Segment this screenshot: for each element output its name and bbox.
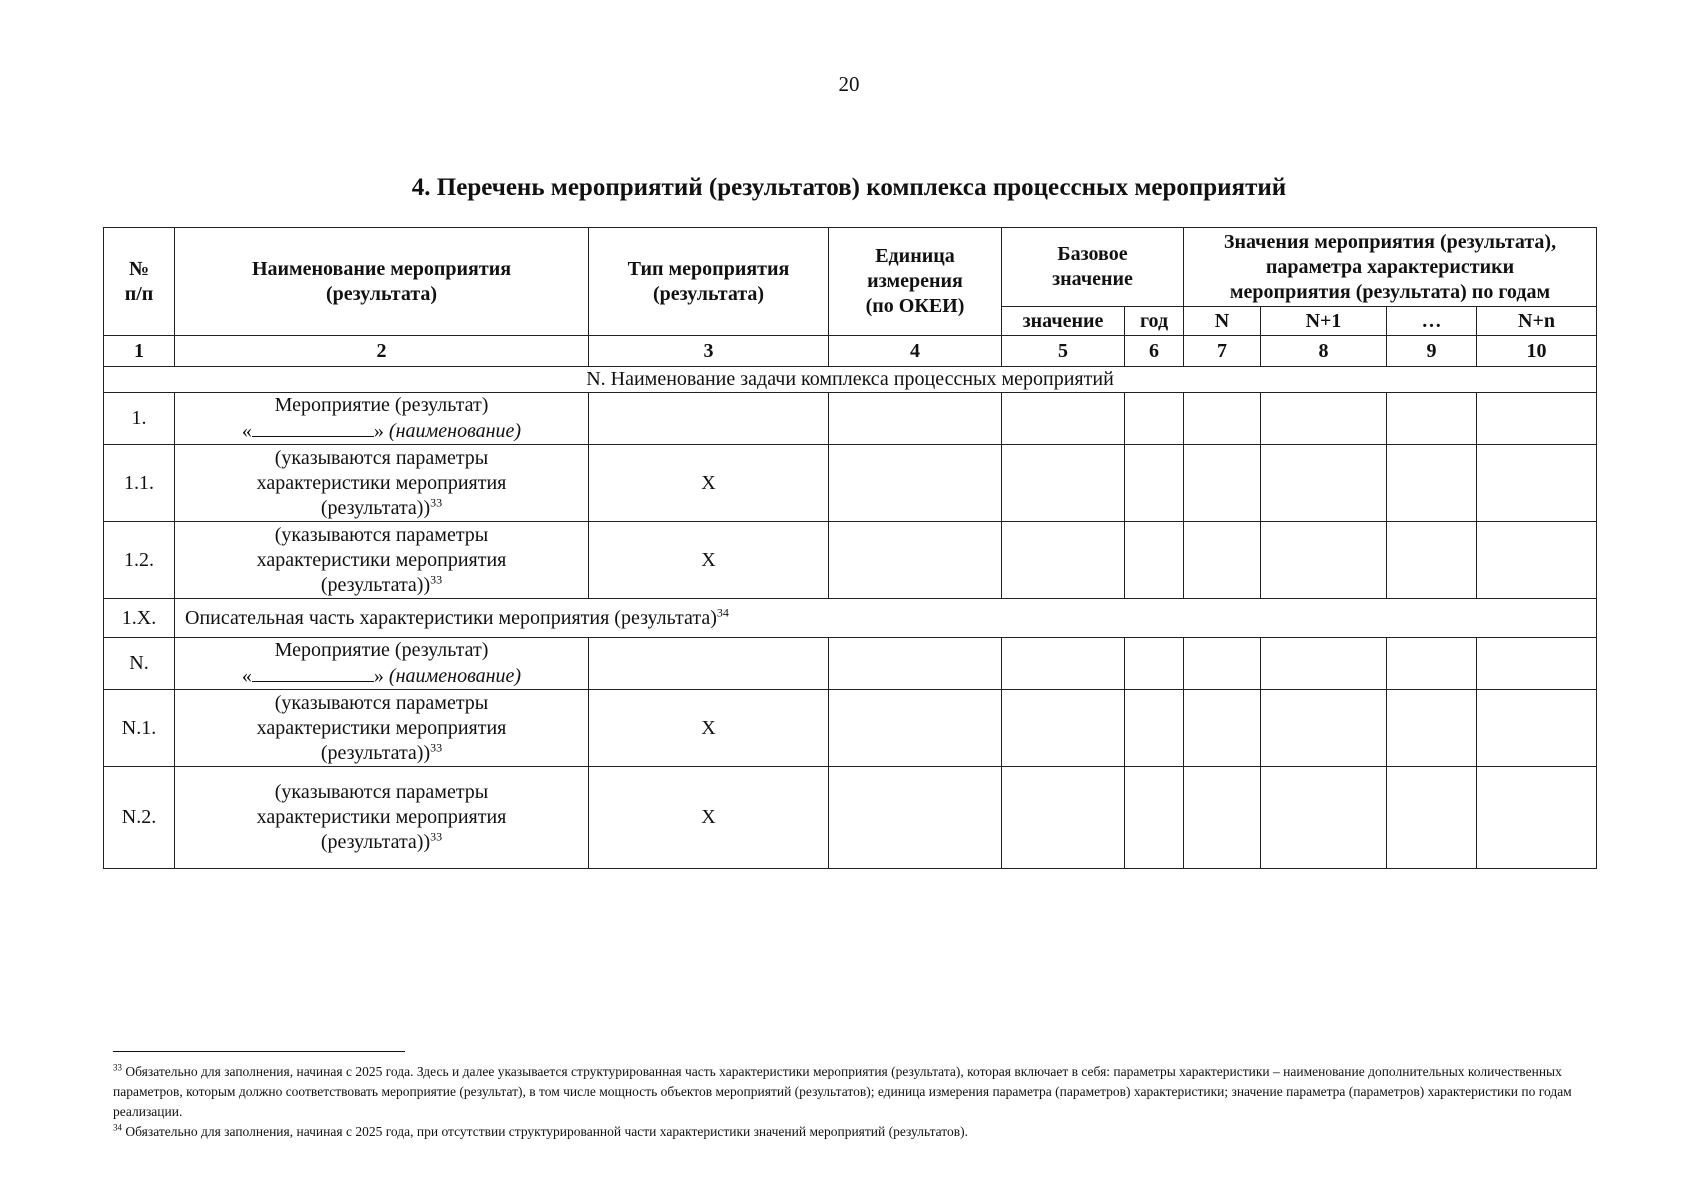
parameter-cell: (указываются параметры характеристики мероприятия (результата))$^{33}$ — [175, 767, 589, 869]
empty-cell — [1002, 393, 1125, 445]
empty-cell — [1387, 638, 1477, 690]
column-number: 7 — [1184, 336, 1261, 367]
empty-cell — [1002, 767, 1125, 869]
column-number: 1 — [104, 336, 175, 367]
table-row — [104, 393, 1597, 445]
footnote-ref: 33 — [430, 494, 443, 509]
empty-cell — [1261, 767, 1387, 869]
header-base: Базовое значение — [1002, 228, 1184, 307]
column-number: 2 — [175, 336, 589, 367]
parameter-cell: (указываются параметры характеристики мероприятия (результата))$^{33}$ — [175, 445, 589, 522]
footnote-ref: 33 — [430, 571, 443, 586]
footnote — [113, 1122, 1593, 1142]
empty-cell — [829, 445, 1002, 522]
footnote — [113, 1062, 1593, 1122]
header-year-n: N — [1184, 307, 1261, 336]
header-name: Наименование мероприятия (результата) — [175, 228, 589, 336]
empty-cell — [1477, 393, 1597, 445]
row-number: N.1. — [104, 690, 175, 767]
empty-cell — [1002, 690, 1125, 767]
event-type-cell — [589, 638, 829, 690]
table-row — [104, 767, 1597, 869]
event-type-cell: X — [589, 690, 829, 767]
header-number: № п/п — [104, 228, 175, 336]
column-number: 5 — [1002, 336, 1125, 367]
empty-cell — [829, 767, 1002, 869]
empty-cell — [1184, 393, 1261, 445]
header-base-value: значение — [1002, 307, 1125, 336]
event-name-cell: Мероприятие (результат) « » (наименование) — [175, 393, 589, 445]
column-number: 10 — [1477, 336, 1597, 367]
event-name-cell: Мероприятие (результат) « » (наименование) — [175, 638, 589, 690]
empty-cell — [1261, 445, 1387, 522]
header-year-n1: N+1 — [1261, 307, 1387, 336]
event-type-cell: X — [589, 767, 829, 869]
empty-cell — [1261, 638, 1387, 690]
footnote-ref: 33 — [430, 829, 443, 844]
empty-cell — [1387, 767, 1477, 869]
name-blank-line — [252, 418, 374, 437]
empty-cell — [1477, 767, 1597, 869]
row-number: 1.1. — [104, 445, 175, 522]
empty-cell — [1184, 767, 1261, 869]
empty-cell — [1184, 445, 1261, 522]
column-numbers-row — [104, 336, 1597, 367]
header-year-nn: N+n — [1477, 307, 1597, 336]
footnote-ref: 34 — [716, 604, 729, 619]
parameter-cell: (указываются параметры характеристики мероприятия (результата))$^{33}$ — [175, 522, 589, 599]
empty-cell — [1002, 638, 1125, 690]
column-number: 8 — [1261, 336, 1387, 367]
empty-cell — [1125, 767, 1184, 869]
empty-cell — [829, 638, 1002, 690]
footnote-text: Обязательно для заполнения, начиная с 2025 года. Здесь и далее указывается структурированная часть характеристики мероприятия (результата), которая включает в себя: параметры характеристики – наименование дополнительных количественных параметров, которым должно соответствовать мероприятие (результат), в том числе мощность объектов мероприятий (результатов); единица измерения параметра (параметров) характеристики; значение параметра (параметров) характеристики по годам реализации. — [113, 1064, 1572, 1119]
empty-cell — [829, 393, 1002, 445]
column-number: 3 — [589, 336, 829, 367]
header-unit: Единица измерения (по ОКЕИ) — [829, 228, 1002, 336]
empty-cell — [1184, 690, 1261, 767]
event-type-cell: X — [589, 445, 829, 522]
table-row — [104, 690, 1597, 767]
footnotes — [113, 1062, 1593, 1142]
empty-cell — [1002, 522, 1125, 599]
empty-cell — [1477, 638, 1597, 690]
empty-cell — [1387, 393, 1477, 445]
empty-cell — [1387, 690, 1477, 767]
empty-cell — [1125, 445, 1184, 522]
empty-cell — [1477, 522, 1597, 599]
table-row — [104, 638, 1597, 690]
footnote-separator — [113, 1051, 405, 1052]
empty-cell — [1125, 690, 1184, 767]
empty-cell — [1184, 638, 1261, 690]
empty-cell — [1125, 393, 1184, 445]
empty-cell — [1125, 522, 1184, 599]
footnote-mark: 34 — [113, 1122, 122, 1133]
parameter-cell: (указываются параметры характеристики мероприятия (результата))$^{33}$ — [175, 690, 589, 767]
empty-cell — [829, 690, 1002, 767]
table-row — [104, 445, 1597, 522]
footnote-mark: 33 — [113, 1062, 122, 1073]
table-row — [104, 599, 1597, 638]
row-number: N. — [104, 638, 175, 690]
name-blank-line — [252, 663, 374, 682]
table-body — [104, 367, 1597, 869]
column-number: 4 — [829, 336, 1002, 367]
row-number: 1.X. — [104, 599, 175, 638]
row-number: 1.2. — [104, 522, 175, 599]
empty-cell — [1261, 522, 1387, 599]
row-number: N.2. — [104, 767, 175, 869]
footnote-ref: 33 — [430, 739, 443, 754]
empty-cell — [1477, 445, 1597, 522]
task-name: N. Наименование задачи комплекса процессных мероприятий — [104, 367, 1597, 393]
events-table — [103, 227, 1597, 869]
description-cell: Описательная часть характеристики мероприятия (результата)$^{34}$ — [175, 599, 1597, 638]
empty-cell — [1477, 690, 1597, 767]
footnote-text: Обязательно для заполнения, начиная с 2025 года, при отсутствии структурированной части характеристики значений мероприятий (результатов). — [125, 1124, 969, 1139]
empty-cell — [1184, 522, 1261, 599]
empty-cell — [829, 522, 1002, 599]
section-title: 4. Перечень мероприятий (результатов) комплекса процессных мероприятий — [411, 174, 1287, 201]
event-type-cell — [589, 393, 829, 445]
header-base-year: год — [1125, 307, 1184, 336]
empty-cell — [1261, 690, 1387, 767]
header-year-dots: … — [1387, 307, 1477, 336]
task-row — [104, 367, 1597, 393]
empty-cell — [1387, 445, 1477, 522]
page-number: 20 — [838, 72, 860, 96]
column-number: 6 — [1125, 336, 1184, 367]
header-type: Тип мероприятия (результата) — [589, 228, 829, 336]
empty-cell — [1125, 638, 1184, 690]
header-values: Значения мероприятия (результата), параметра характеристики мероприятия (результата) по годам — [1184, 228, 1597, 307]
event-type-cell: X — [589, 522, 829, 599]
empty-cell — [1002, 445, 1125, 522]
table-row — [104, 522, 1597, 599]
empty-cell — [1387, 522, 1477, 599]
column-number: 9 — [1387, 336, 1477, 367]
table-header — [104, 228, 1597, 367]
empty-cell — [1261, 393, 1387, 445]
row-number: 1. — [104, 393, 175, 445]
